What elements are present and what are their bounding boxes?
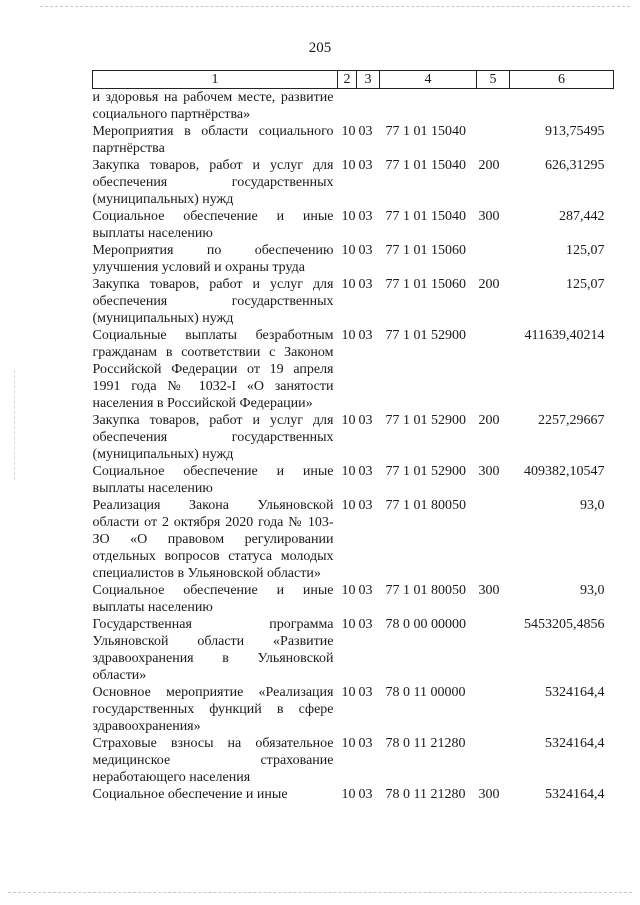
table-row (93, 497, 614, 582)
row-subsection: 03 (358, 328, 373, 343)
header-row (93, 71, 614, 89)
row-target-code: 77 1 01 15060 (385, 243, 466, 258)
row-amount: 2257,29667 (538, 413, 605, 428)
row-amount: 93,0 (580, 583, 605, 598)
table-row (93, 123, 614, 157)
row-name: Закупка товаров, работ и услуг для обеспечения государственных (муниципальных) нужд (92, 158, 334, 207)
row-section: 10 (341, 209, 356, 224)
row-section: 10 (341, 736, 356, 751)
header-col-1: 1 (93, 71, 338, 89)
row-expense-type (477, 735, 510, 786)
row-name: Страховые взносы на обязательное медицинское страхование неработающего населения (92, 736, 334, 785)
row-amount: 5324164,4 (545, 736, 605, 751)
row-subsection: 03 (358, 243, 373, 258)
row-section: 10 (341, 464, 356, 479)
table-row (93, 242, 614, 276)
table-row (93, 412, 614, 463)
row-name: Мероприятия по обеспечению улучшения условий и охраны труда (92, 243, 334, 275)
row-name: Государственная программа Ульяновской области «Развитие здравоохранения в Ульяновской области» (92, 617, 334, 683)
row-name: Социальное обеспечение и иные (92, 787, 288, 802)
row-expense-type: 300 (478, 209, 500, 224)
row-section: 10 (341, 243, 356, 258)
page-number: 205 (308, 40, 332, 56)
row-amount: 5453205,4856 (524, 617, 605, 632)
row-amount: 287,442 (559, 209, 605, 224)
row-target-code: 77 1 01 15040 (385, 209, 466, 224)
row-amount: 125,07 (566, 277, 605, 292)
header-col-5: 5 (477, 71, 510, 89)
row-section: 10 (341, 328, 356, 343)
table-row (93, 735, 614, 786)
row-section: 10 (341, 617, 356, 632)
row-expense-type: 300 (478, 464, 500, 479)
row-subsection: 03 (358, 583, 373, 598)
table-row (93, 327, 614, 412)
row-amount: 5324164,4 (545, 685, 605, 700)
row-amount: 411639,40214 (524, 328, 605, 343)
bottom-scan-edge (8, 892, 632, 893)
row-target-code: 77 1 01 52900 (385, 328, 466, 343)
row-expense-type (477, 242, 510, 276)
row-expense-type: 300 (478, 787, 500, 802)
row-subsection (357, 89, 380, 124)
table-row (93, 89, 614, 124)
row-section: 10 (341, 583, 356, 598)
row-target-code: 77 1 01 80050 (385, 583, 466, 598)
row-subsection: 03 (358, 685, 373, 700)
row-subsection: 03 (358, 124, 373, 139)
row-expense-type (477, 327, 510, 412)
header-col-6: 6 (510, 71, 614, 89)
row-name: Мероприятия в области социального партнёрства (92, 124, 334, 156)
row-subsection: 03 (358, 617, 373, 632)
row-amount: 409382,10547 (524, 464, 605, 479)
row-expense-type (477, 684, 510, 735)
header-col-3: 3 (357, 71, 380, 89)
header-col-4: 4 (380, 71, 477, 89)
row-section: 10 (341, 413, 356, 428)
row-name: и здоровья на рабочем месте, развитие социального партнёрства» (92, 90, 334, 122)
row-expense-type: 300 (478, 583, 500, 598)
row-target-code: 78 0 11 21280 (385, 736, 466, 751)
row-expense-type (477, 89, 510, 124)
row-section: 10 (341, 787, 356, 802)
row-name: Социальные выплаты безработным гражданам в соответствии с Законом Российской Федерации от 19 апреля 1991 года № 1032-I «О занятости населения в Российской Федерации» (92, 328, 334, 411)
row-target-code: 77 1 01 52900 (385, 464, 466, 479)
row-expense-type (477, 497, 510, 582)
row-name: Реализация Закона Ульяновской области от 2 октября 2020 года № 103-ЗО «О правовом регулировании отдельных вопросов статуса молодых специалистов в Ульяновской области» (92, 498, 334, 581)
row-target-code: 77 1 01 15060 (385, 277, 466, 292)
table-row (93, 463, 614, 497)
table-row (93, 157, 614, 208)
row-subsection: 03 (358, 787, 373, 802)
row-subsection: 03 (358, 736, 373, 751)
row-amount: 913,75495 (545, 124, 605, 139)
table-row (93, 276, 614, 327)
table-row (93, 582, 614, 616)
row-subsection: 03 (358, 158, 373, 173)
budget-table (92, 70, 614, 803)
table-row (93, 786, 614, 803)
row-target-code: 78 0 11 21280 (385, 787, 466, 802)
row-target-code (380, 89, 477, 124)
row-name: Социальное обеспечение и иные выплаты населению (92, 209, 334, 241)
row-amount: 125,07 (566, 243, 605, 258)
table-row (93, 616, 614, 684)
table-row (93, 208, 614, 242)
header-col-2: 2 (338, 71, 357, 89)
row-section: 10 (341, 277, 356, 292)
left-scan-edge (14, 370, 15, 480)
row-section: 10 (341, 158, 356, 173)
row-section (338, 89, 357, 124)
table-body (93, 89, 614, 804)
row-subsection: 03 (358, 464, 373, 479)
row-name: Социальное обеспечение и иные выплаты населению (92, 464, 334, 496)
row-amount (510, 89, 614, 124)
row-section: 10 (341, 124, 356, 139)
row-target-code: 77 1 01 15040 (385, 124, 466, 139)
row-amount: 93,0 (580, 498, 605, 513)
row-name: Основное мероприятие «Реализация государственных функций в сфере здравоохранения» (92, 685, 334, 734)
row-target-code: 78 0 00 00000 (385, 617, 466, 632)
row-target-code: 77 1 01 15040 (385, 158, 466, 173)
row-subsection: 03 (358, 209, 373, 224)
top-scan-edge (40, 6, 630, 7)
row-name: Закупка товаров, работ и услуг для обеспечения государственных (муниципальных) нужд (92, 413, 334, 462)
row-expense-type (477, 616, 510, 684)
row-expense-type: 200 (478, 277, 500, 292)
row-subsection: 03 (358, 498, 373, 513)
row-expense-type: 200 (478, 158, 500, 173)
row-target-code: 78 0 11 00000 (385, 685, 466, 700)
row-expense-type: 200 (478, 413, 500, 428)
row-section: 10 (341, 685, 356, 700)
row-amount: 5324164,4 (545, 787, 605, 802)
row-expense-type (477, 123, 510, 157)
row-name: Социальное обеспечение и иные выплаты населению (92, 583, 334, 615)
row-name: Закупка товаров, работ и услуг для обеспечения государственных (муниципальных) нужд (92, 277, 334, 326)
row-subsection: 03 (358, 277, 373, 292)
table-row (93, 684, 614, 735)
row-subsection: 03 (358, 413, 373, 428)
row-target-code: 77 1 01 80050 (385, 498, 466, 513)
row-amount: 626,31295 (545, 158, 605, 173)
row-section: 10 (341, 498, 356, 513)
row-target-code: 77 1 01 52900 (385, 413, 466, 428)
